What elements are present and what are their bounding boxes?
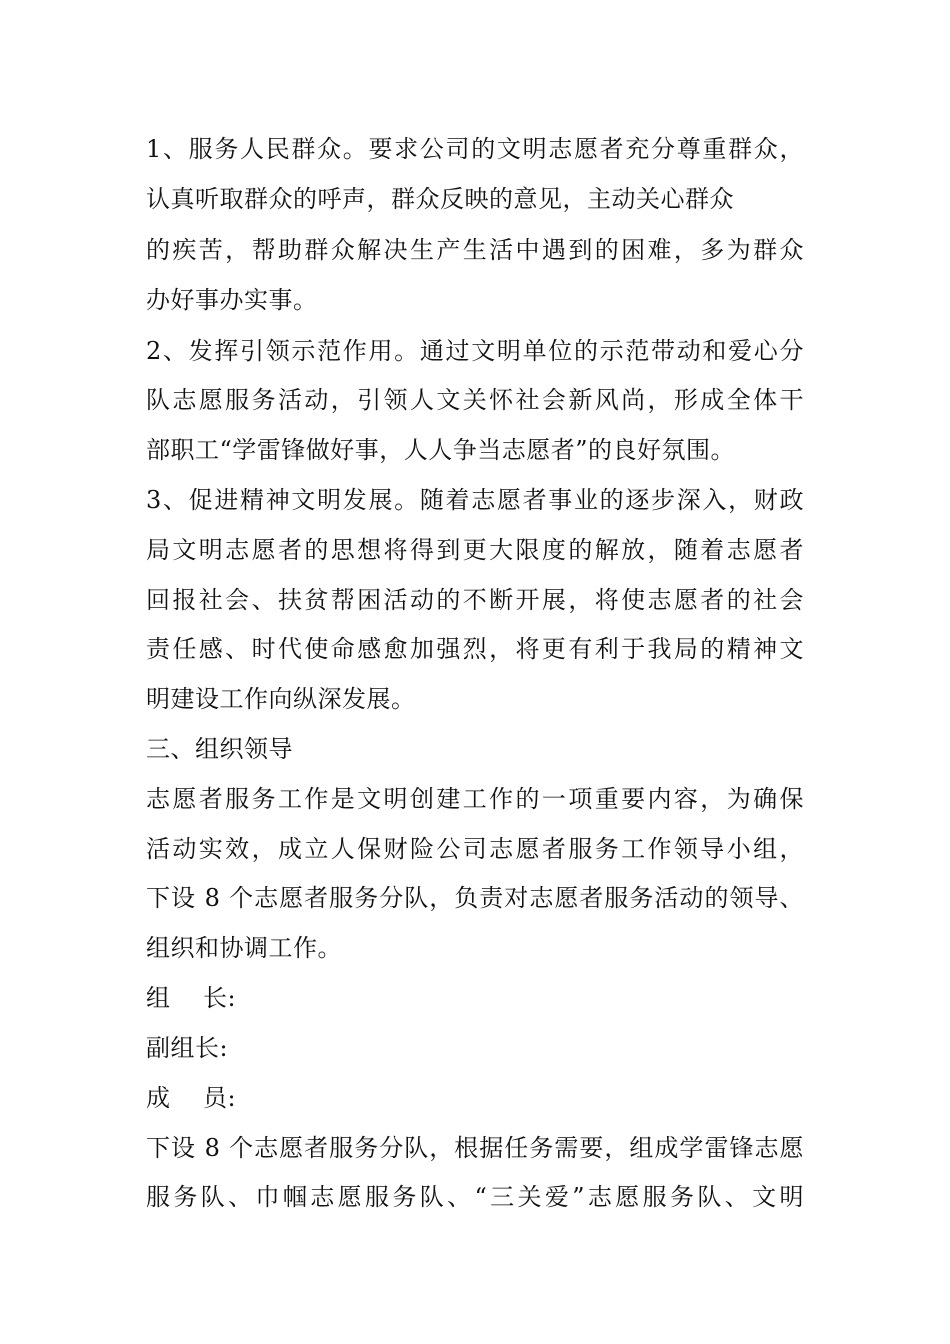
text-line: 明建设工作向纵深发展。	[146, 685, 416, 713]
text-line: 责任感、时代使命感愈加强烈，将更有利于我局的精神文	[146, 635, 804, 663]
text-line: 下设 8 个志愿者服务分队，负责对志愿者服务活动的领导、	[146, 884, 804, 912]
text-line: 队志愿服务活动，引领人文关怀社会新风尚，形成全体干	[146, 386, 804, 414]
text-line: 的疾苦，帮助群众解决生产生活中遇到的困难，多为群众	[146, 236, 804, 264]
text-line: 活动实效，成立人保财险公司志愿者服务工作领导小组，	[146, 835, 804, 863]
text-line: 办好事办实事。	[146, 286, 318, 314]
text-line: 1、服务人民群众。要求公司的文明志愿者充分尊重群众，	[146, 135, 804, 163]
text-line: 服务队、巾帼志愿服务队、“三关爱”志愿服务队、文明	[146, 1183, 804, 1211]
text-line: 3、促进精神文明发展。随着志愿者事业的逐步深入，财政	[146, 486, 804, 514]
section-heading: 三、组织领导	[146, 735, 293, 763]
role-label: 副组长:	[146, 1034, 229, 1062]
text-line: 2、发挥引领示范作用。通过文明单位的示范带动和爱心分	[146, 337, 804, 365]
text-line: 回报社会、扶贫帮困活动的不断开展，将使志愿者的社会	[146, 586, 804, 614]
role-label: 成 员:	[146, 1084, 237, 1112]
text-line: 认真听取群众的呼声，群众反映的意见，主动关心群众	[146, 185, 734, 213]
text-line: 部职工“学雷锋做好事，人人争当志愿者”的良好氛围。	[146, 436, 736, 464]
text-line: 组织和协调工作。	[146, 934, 342, 962]
text-line: 志愿者服务工作是文明创建工作的一项重要内容，为确保	[146, 785, 804, 813]
text-line: 局文明志愿者的思想将得到更大限度的解放，随着志愿者	[146, 536, 804, 564]
text-line: 下设 8 个志愿者服务分队，根据任务需要，组成学雷锋志愿	[146, 1134, 804, 1162]
role-label: 组 长:	[146, 984, 237, 1012]
